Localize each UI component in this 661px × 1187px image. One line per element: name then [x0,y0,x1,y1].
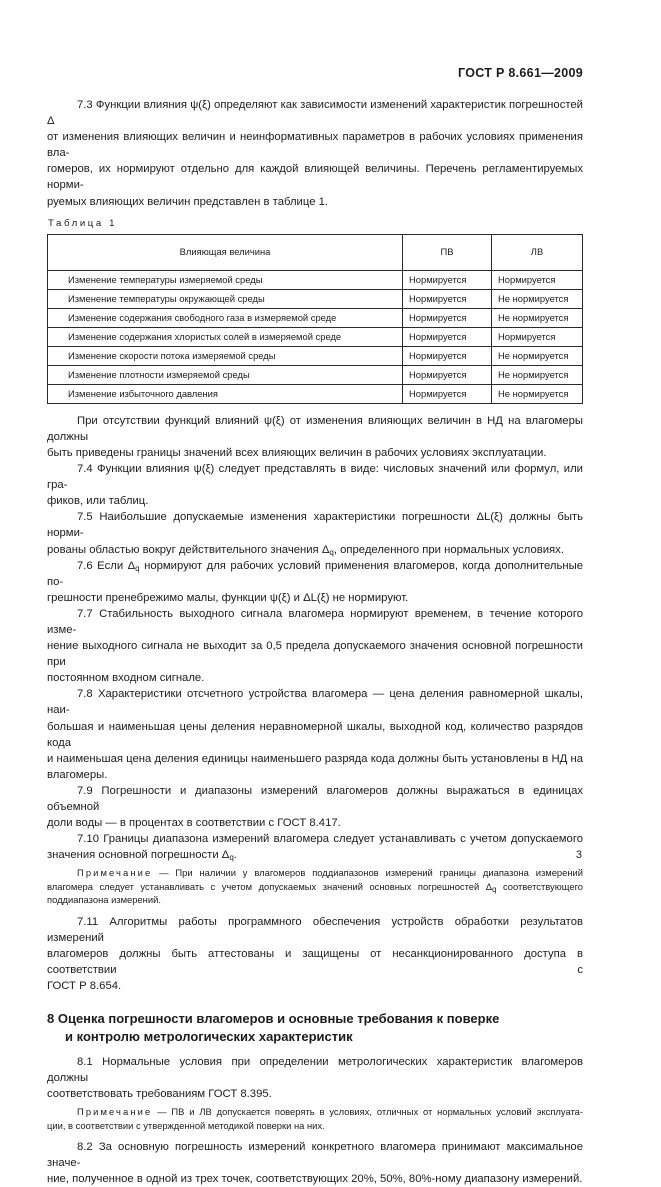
influence-table [47,234,583,404]
paragraph-7-9: 7.9 Погрешности и диапазоны измерений влагомеров должны выражаться в единицах объемной доли воды — в процентах в соответствии с ГОСТ 8.417. [47,784,583,830]
column-header-pv: ПВ [403,234,492,270]
paragraph-7-7: 7.7 Стабильность выходного сигнала влагомера нормируют временем, в течение которого изме- нение выходного сигнала не выходит за 0,5 предела допускаемого значения основной погрешности при постоянном входном сигнале. [47,607,583,685]
paragraph-absent-functions: При отсутствии функций влияний ψ(ξ) от изменения влияющих величин в НД на влагомеры должны быть приведены границы значений всех влияющих величин в рабочих условиях эксплуатации. [47,414,583,459]
column-header-lv: ЛВ [492,234,583,270]
paragraph-7-5: 7.5 Наибольшие допускаемые изменения характеристики погрешности ΔL(ξ) должны быть норми- рованы областью вокруг действительного значения $\Delta_q$, определенного при нормальных условиях. [47,511,583,557]
paragraph-7-3: 7.3 Функции влияния ψ(ξ) определяют как зависимости изменений характеристик погрешностей Δ от изменения влияющих величин и неинформативных параметров в рабочих условиях применения вла- гомеров, их нормируют отдельно для каждой влияющей величины. Перечень регламентируемых норми- руемых влияющих величин представлен в таблице 1. [47,99,583,208]
page-content [47,97,583,1187]
table-row: Изменение температуры измеряемой среды Нормируется Нормируется [48,270,583,289]
paragraph-8-2: 8.2 За основную погрешность измерений конкретного влагомера принимают максимальное значе- ние, полученное в одной из трех точек, соответствующих 20%, 50%, 80%-ному диапазону измерений. [47,1141,583,1186]
table-row: Изменение содержания хлористых солей в измеряемой среде Нормируется Нормируется [48,327,583,346]
paragraph-7-10: 7.10 Границы диапазона измерений влагомера следует устанавливать с учетом допускаемого значения основной погрешности $\Delta_q$. [47,833,583,863]
table-header-row [48,234,583,270]
table-row: Изменение скорости потока измеряемой среды Нормируется Не нормируется [48,346,583,365]
paragraph-7-6: 7.6 Если $\Delta_q$ нормируют для рабочих условий применения влагомеров, когда дополнительные по- грешности пренебрежимо малы, функции ψ(ξ) и ΔL(ξ) не нормируют. [47,559,583,604]
table-row: Изменение плотности измеряемой среды Нормируется Не нормируется [48,365,583,384]
document-number: ГОСТ Р 8.661—2009 [458,66,583,80]
paragraph-7-8: 7.8 Характеристики отсчетного устройства влагомера — цена деления равномерной шкалы, наи- большая и наименьшая цены деления неравномерной шкалы, выходной код, количество разрядов кода и наименьшая цена деления единицы наименьшего разряда кода должны быть установлены в НД на влагомеры. [47,688,583,781]
table-caption: Таблица 1 [48,217,118,229]
paragraph-7-11: 7.11 Алгоритмы работы программного обеспечения устройств обработки результатов измерений влагомеров должны быть аттестованы и защищены от несанкционированного доступа в соответствии с ГОСТ Р 8.654. [47,915,583,992]
section-8-heading: 8 Оценка погрешности влагомеров и основные требования к поверке и контролю метрологических характеристик [47,1011,500,1045]
paragraph-8-1: 8.1 Нормальные условия при определении метрологических характеристик влагомеров должны соответствовать требованиям ГОСТ 8.395. [47,1056,583,1101]
note-1: Примечание — При наличии у влагомеров поддиапазонов измерений границы диапазона измерений влагомера следует устанавливать с учетом допускаемых значений основных погрешностей $\Delta_q$ соответствующего поддиапазона измерений. [47,867,583,906]
column-header-quantity: Влияющая величина [48,234,403,270]
table-row: Изменение избыточного давления Нормируется Не нормируется [48,384,583,403]
page-number: 3 [575,849,582,861]
paragraph-7-4: 7.4 Функции влияния ψ(ξ) следует представлять в виде: числовых значений или формул, или гра- фиков, или таблиц. [47,463,583,508]
table-row: Изменение содержания свободного газа в измеряемой среде Нормируется Не нормируется [48,308,583,327]
note-2: Примечание — ПВ и ЛВ допускается поверять в условиях, отличных от нормальных условий эксплуата- ции, в соответствии с утвержденной методикой поверки на них. [47,1106,583,1131]
table-row: Изменение температуры окружающей среды Нормируется Не нормируется [48,289,583,308]
